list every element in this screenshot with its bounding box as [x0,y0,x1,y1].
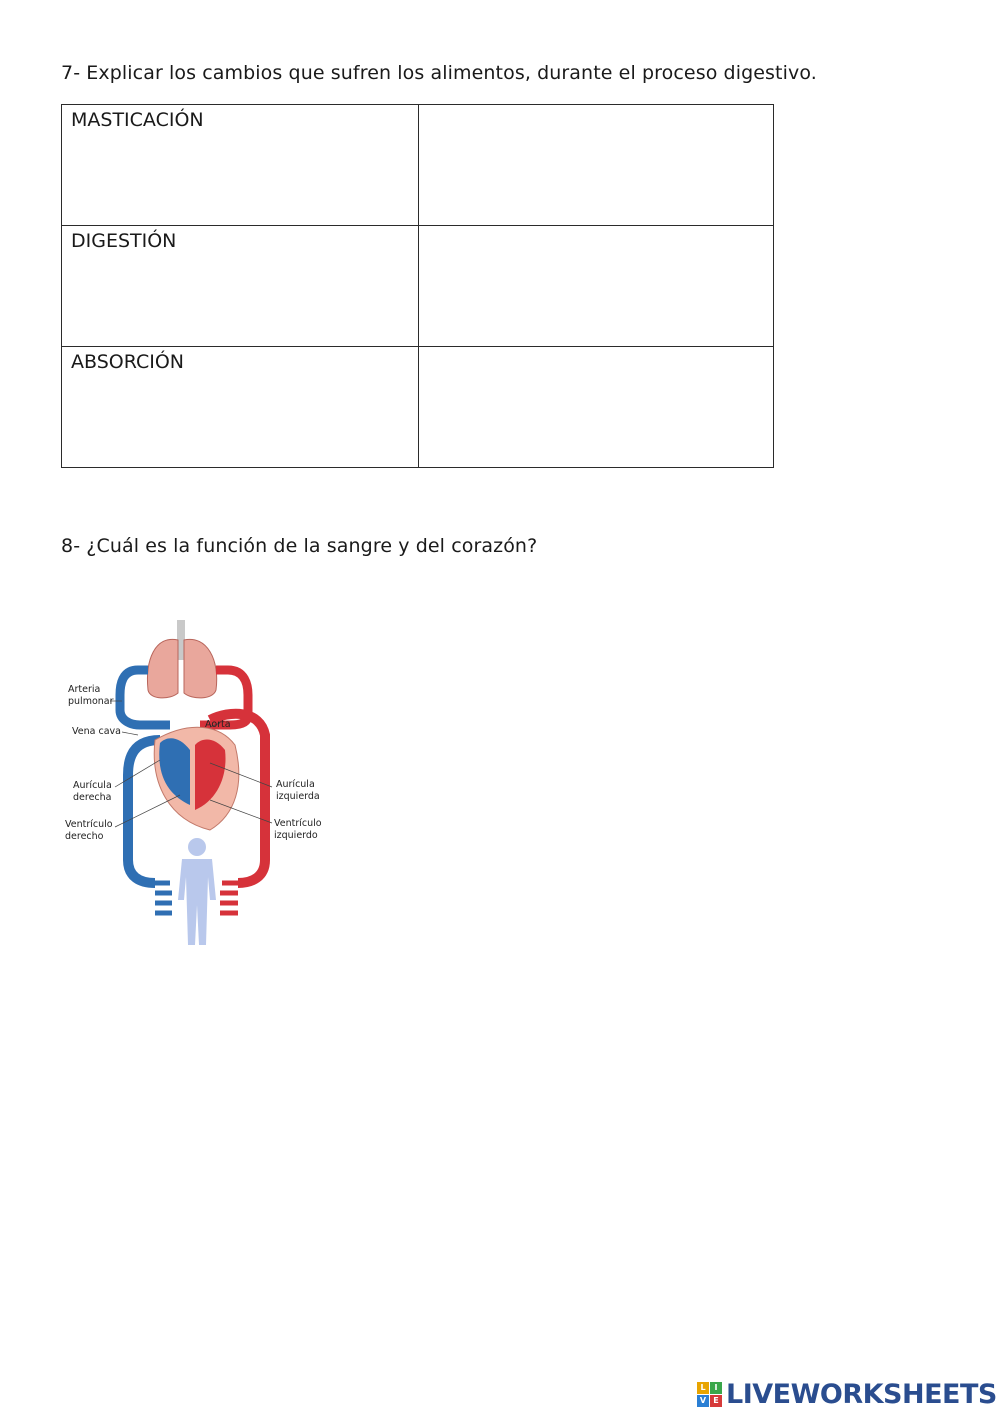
row-label-digestion: DIGESTIÓN [62,226,419,347]
label-auricula-der-2: derecha [73,792,112,803]
label-ventriculo-der-2: derecho [65,831,104,842]
label-vena-cava: Vena cava [72,726,121,737]
question-7: 7- Explicar los cambios que sufren los alimentos, durante el proceso digestivo. [61,62,817,84]
venous-capillaries [155,883,172,913]
table-row [62,226,774,347]
label-ventriculo-izq-1: Ventrículo [274,818,322,829]
answer-cell-digestion[interactable] [419,226,774,347]
human-figure [178,838,216,945]
brand-name: LIVEWORKSHEETS [726,1378,997,1410]
arterial-capillaries [220,883,238,913]
left-lung-shape [147,639,178,698]
right-lung-shape [184,639,217,698]
row-label-absorcion: ABSORCIÓN [62,347,419,468]
liveworksheets-logo [697,1376,997,1412]
label-auricula-der-1: Aurícula [73,780,112,791]
label-auricula-izq-2: izquierda [276,791,320,802]
answer-cell-masticacion[interactable] [419,105,774,226]
row-label-masticacion: MASTICACIÓN [62,105,419,226]
circulatory-system-diagram [60,615,330,955]
table-row [62,105,774,226]
answer-table [61,104,774,468]
label-arteria-2: pulmonar [68,696,114,707]
logo-mark-icon: L I V E [697,1382,722,1407]
question-8: 8- ¿Cuál es la función de la sangre y del corazón? [61,535,538,557]
answer-cell-absorcion[interactable] [419,347,774,468]
label-arteria-1: Arteria [68,684,101,695]
label-auricula-izq-1: Aurícula [276,779,315,790]
table-row [62,347,774,468]
label-aorta: Aorta [205,719,231,730]
label-ventriculo-izq-2: izquierdo [274,830,318,841]
label-ventriculo-der-1: Ventrículo [65,819,113,830]
